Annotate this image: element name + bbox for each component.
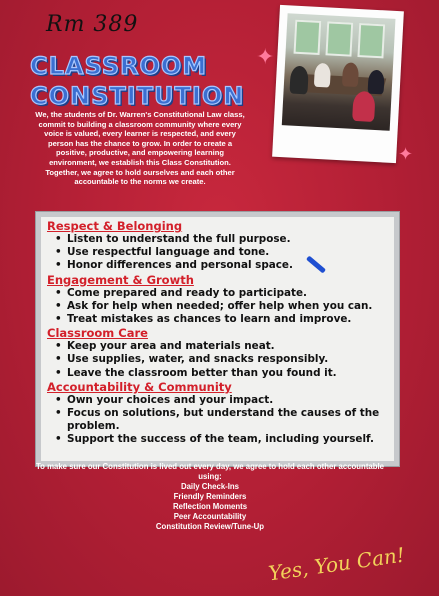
section-engagement [47, 273, 390, 327]
list-item: • Come prepared and ready to participate. [55, 287, 390, 300]
closing-slogan: Yes, You Can! [266, 542, 407, 586]
list-item: • Treat mistakes as chances to learn and improve. [55, 313, 390, 326]
list-item: • Use respectful language and tone. [55, 246, 390, 259]
intro-paragraph: We, the students of Dr. Warren's Constitutional Law class, commit to building a classroom community where every voice is valued, every learner is respected, and every person has the chance to grow. In order to create a positive, productive, and empowering learning environment, we establish this Class Constitution. Together, we agree to hold ourselves and each other accountable to the norms we create. [35, 110, 245, 187]
photo-window [325, 21, 353, 56]
list-item: • Leave the classroom better than you found it. [55, 367, 390, 380]
section-respect [47, 219, 390, 273]
page-title-line-1: CLASSROOM [30, 52, 208, 80]
list-item: • Use supplies, water, and snacks responsibly. [55, 353, 390, 366]
list-item: • Ask for help when needed; offer help when you can. [55, 300, 390, 313]
photo-person [352, 91, 376, 122]
list-item: • Focus on solutions, but understand the causes of the problem. [55, 407, 390, 433]
footer-item: Constitution Review/Tune-Up [155, 522, 265, 531]
photo-person [368, 70, 385, 95]
section-heading: Classroom Care [47, 326, 148, 341]
sparkle-icon: ✦ [256, 44, 275, 69]
photo-person [342, 62, 359, 87]
footer-item: Friendly Reminders [173, 492, 247, 501]
photo-window [294, 20, 322, 55]
page-title-line-2: CONSTITUTION [30, 82, 245, 110]
list-item: • Honor differences and personal space. [55, 259, 390, 272]
section-heading: Accountability & Community [47, 379, 232, 394]
photo-person [289, 66, 308, 95]
list-item: • Support the success of the team, including yourself. [55, 433, 390, 446]
accountability-footer [30, 462, 390, 532]
sparkle-icon: ✦ [398, 144, 414, 164]
photo-window [357, 23, 385, 58]
footer-item: Reflection Moments [172, 502, 248, 511]
section-accountability [47, 380, 390, 447]
list-item: • Listen to understand the full purpose. [55, 233, 390, 246]
list-item: • Keep your area and materials neat. [55, 340, 390, 353]
section-heading: Respect & Belonging [47, 219, 183, 233]
footer-intro: To make sure our Constitution is lived out every day, we agree to hold each other accountable using: [35, 462, 385, 481]
classroom-photo [272, 5, 404, 163]
footer-item: Daily Check-Ins [180, 482, 240, 491]
footer-item: Peer Accountability [173, 512, 247, 521]
room-number: Rm 389 [46, 12, 139, 37]
photo-person [314, 63, 331, 88]
classroom-photo-image [282, 13, 396, 130]
section-heading: Engagement & Growth [47, 272, 194, 287]
section-classroom-care [47, 326, 390, 380]
list-item: • Own your choices and your impact. [55, 394, 390, 407]
whiteboard [36, 212, 399, 466]
